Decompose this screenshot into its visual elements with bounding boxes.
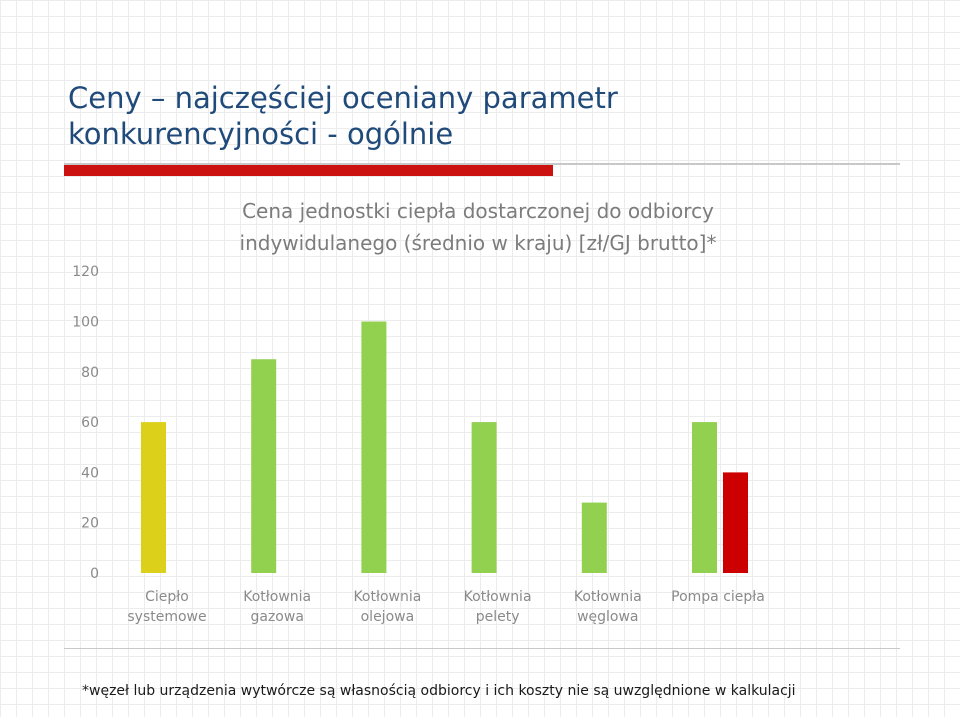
y-tick-label: 20 [81,515,99,532]
x-category-label: Kotłownia [353,589,422,605]
x-axis [127,589,764,625]
chart-title-line2: indywidulanego (średnio w kraju) [zł/GJ brutto]* [239,231,717,255]
x-category-label: Kotłownia [573,589,642,605]
bars [141,322,748,574]
bar [472,422,497,573]
bar [251,359,276,573]
slide-title-line2: konkurencyjności - ogólnie [68,117,454,151]
bar [141,422,166,573]
y-tick-label: 60 [81,415,99,432]
y-tick-label: 100 [72,314,99,331]
x-category-label: Kotłownia [463,589,532,605]
x-category-label: systemowe [127,609,207,625]
y-tick-label: 120 [72,264,99,281]
x-category-label: Kotłownia [243,589,312,605]
bar [723,472,748,573]
y-tick-label: 40 [81,465,99,482]
x-category-label: pelety [475,609,520,625]
x-category-label: olejowa [360,609,415,625]
y-tick-label: 0 [90,566,99,582]
slide-title-line1: Ceny – najczęściej oceniany parametr [68,81,618,115]
footnote: *węzeł lub urządzenia wytwórcze są własnością odbiorcy i ich koszty nie są uwzględnione w kalkulacji [82,683,796,699]
x-category-label: gazowa [250,609,304,625]
bar [692,422,717,573]
y-axis [72,264,99,582]
footer-divider [64,648,900,649]
chart-title-line1: Cena jednostki ciepła dostarczonej do odbiorcy [242,199,714,223]
y-tick-label: 80 [81,364,99,381]
bar [361,322,386,574]
x-category-label: węglowa [577,609,639,625]
bar [582,503,607,573]
x-category-label: Pompa ciepła [671,589,765,605]
x-category-label: Ciepło [145,589,189,605]
